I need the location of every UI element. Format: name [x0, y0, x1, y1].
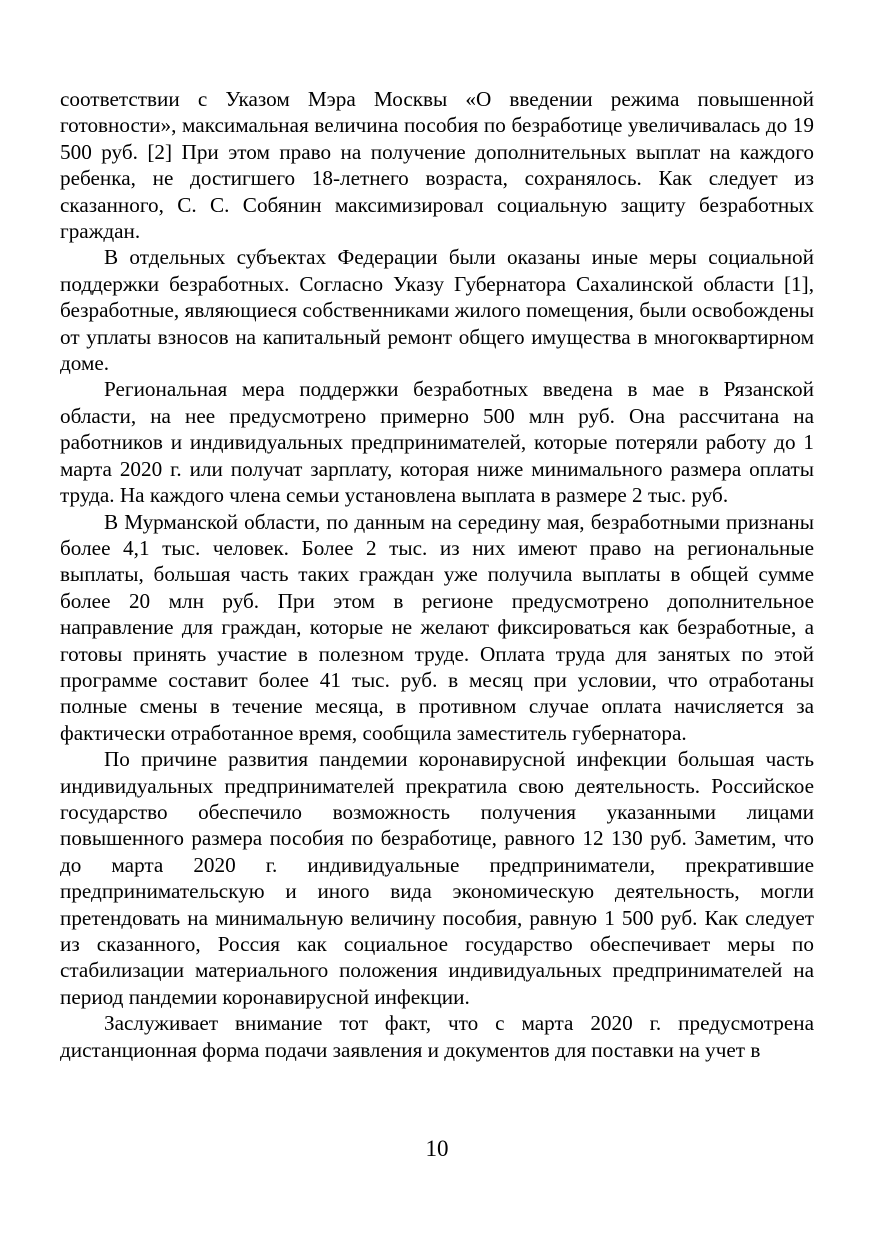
paragraph-remote-application: Заслуживает внимание тот факт, что с марта 2020 г. предусмотрена дистанционная форма подачи заявления и документов для поставки на учет в	[60, 1011, 814, 1062]
paragraph-murmansk: В Мурманской области, по данным на середину мая, безработными признаны более 4,1 тыс. человек. Более 2 тыс. из них имеют право на региональные выплаты, большая часть таких граждан уже получила выплаты в общей сумме более 20 млн руб. При этом в регионе предусмотрено дополнительное направление для граждан, которые не желают фиксироваться как безработные, а готовы принять участие в полезном труде. Оплата труда для занятых по этой программе составит более 41 тыс. руб. в месяц при условии, что отработаны полные смены в течение месяца, в противном случае оплата начисляется за фактически отработанное время, сообщила заместитель губернатора.	[60, 509, 814, 745]
paragraph-sakhalin: В отдельных субъектах Федерации были оказаны иные меры социальной поддержки безработных. Согласно Указу Губернатора Сахалинской области [1], безработные, являющиеся собственниками жилого помещения, были освобождены от уплаты взносов на капитальный ремонт общего имущества в многоквартирном доме.	[60, 245, 814, 376]
paragraph-ryazan: Региональная мера поддержки безработных введена в мае в Рязанской области, на нее предусмотрено примерно 500 млн руб. Она рассчитана на работников и индивидуальных предпринимателей, которые потеряли работу до 1 марта 2020 г. или получат зарплату, которая ниже минимального размера оплаты труда. На каждого члена семьи установлена выплата в размере 2 тыс. руб.	[60, 377, 814, 508]
body-text	[60, 86, 814, 1063]
paragraph-moscow-continuation: соответствии с Указом Мэра Москвы «О введении режима повышенной готовности», максимальная величина пособия по безработице увеличивалась до 19 500 руб. [2] При этом право на получение дополнительных выплат на каждого ребенка, не достигшего 18-летнего возраста, сохранялось. Как следует из сказанного, С. С. Собянин максимизировал социальную защиту безработных граждан.	[60, 87, 814, 244]
page-number: 10	[425, 1136, 449, 1161]
paragraph-entrepreneurs: По причине развития пандемии коронавирусной инфекции большая часть индивидуальных предпринимателей прекратила свою деятельность. Российское государство обеспечило возможность получения указанными лицами повышенного размера пособия по безработице, равного 12 130 руб. Заметим, что до марта 2020 г. индивидуальные предприниматели, прекратившие предпринимательскую и иного вида экономическую деятельность, могли претендовать на минимальную величину пособия, равную 1 500 руб. Как следует из сказанного, Россия как социальное государство обеспечивает меры по стабилизации материального положения индивидуальных предпринимателей на период пандемии коронавирусной инфекции.	[60, 747, 814, 1009]
